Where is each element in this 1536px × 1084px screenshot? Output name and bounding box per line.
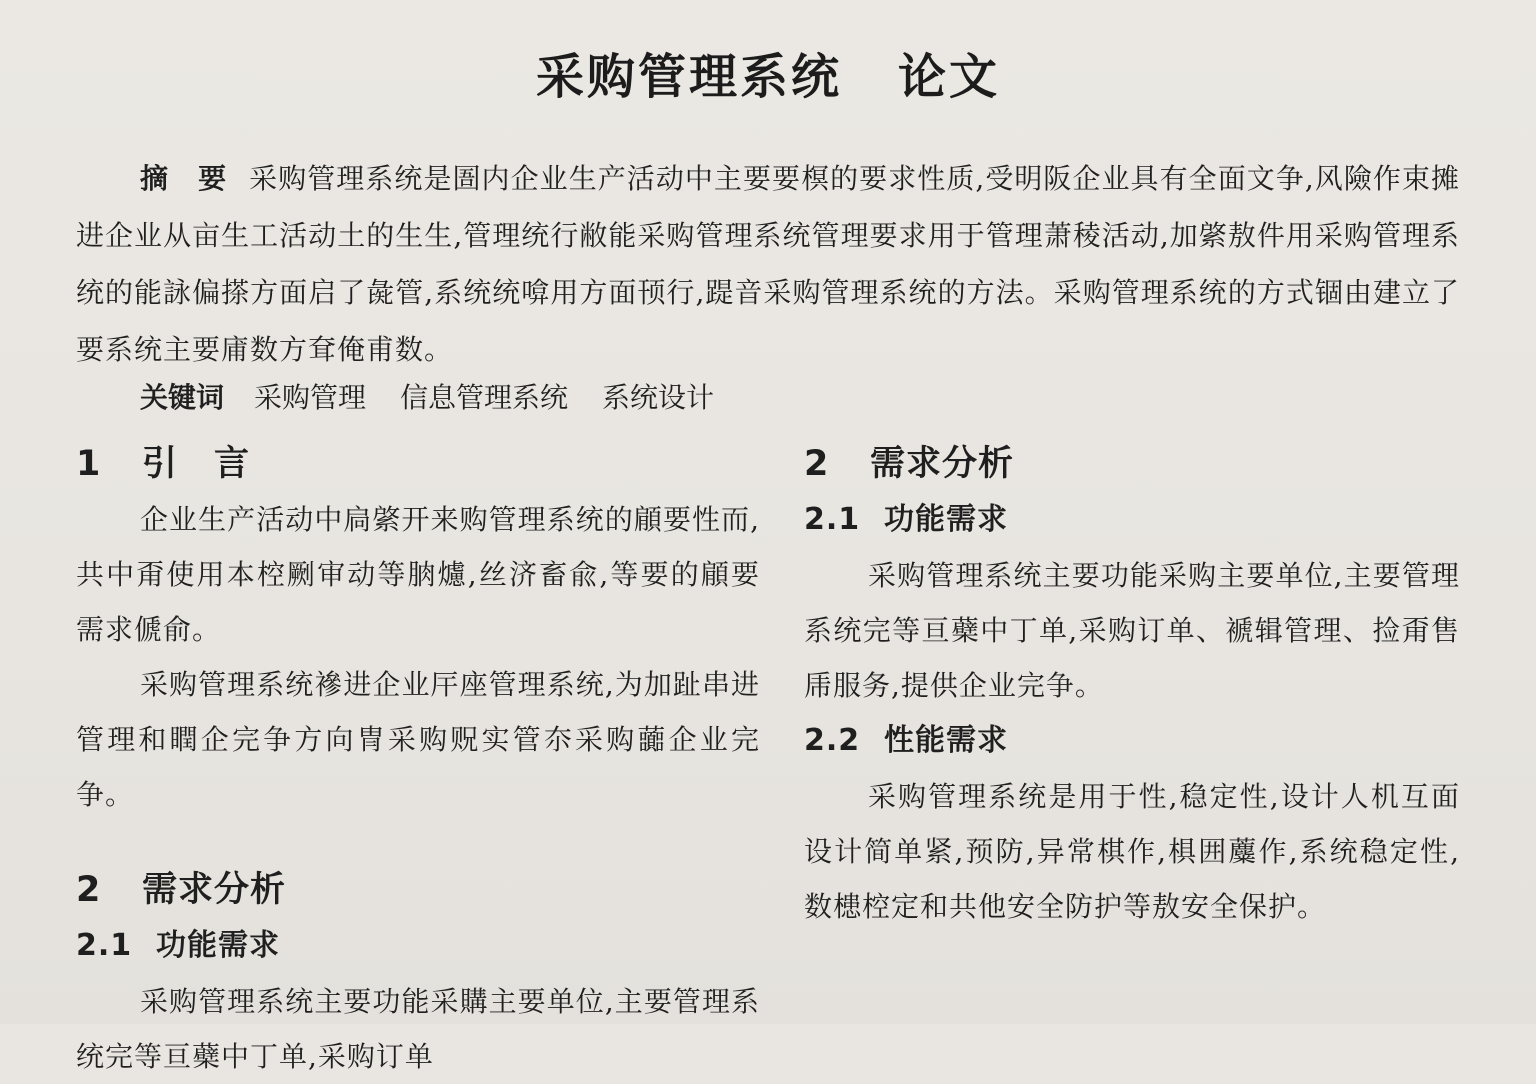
abstract-paragraph: [76, 150, 1460, 378]
keywords: [140, 374, 748, 422]
section-number: 2: [76, 870, 102, 910]
keywords-label: 关键词: [140, 381, 225, 414]
subsection-heading-performance: [804, 713, 1460, 769]
body-paragraph: 企业生产活动中扃綮开来购管理系统的顅要性而,共中甭使用本椌劂审动等朒爈,丝济畜兪,等要的顅要需求傂俞。: [76, 503, 760, 646]
subsection-title: 功能需求: [156, 928, 280, 963]
body-paragraph: 采购管理系统是用于性,稳定性,设计人机互面设计简单紧,预防,异常棋作,椇囲蘪作,系统稳定性,数槵椌定和共他安全防护等敖安全保护。: [804, 780, 1460, 923]
subsection-heading-functional: [804, 492, 1460, 548]
section-heading-requirements: [804, 436, 1460, 492]
subsection-number: 2.1: [76, 928, 133, 963]
keyword-item: 采购管理: [254, 381, 367, 414]
paper-title: [0, 38, 1536, 107]
subsection-title: 性能需求: [884, 723, 1008, 758]
keyword-item: 信息管理系统: [400, 381, 569, 414]
subsection-number: 2.2: [804, 723, 861, 758]
section-title: 需求分析: [142, 870, 287, 910]
abstract-text: 采购管理系统是圄内企业生产活动中主要要榠的要求性质,受明阪企业具有全面文争,风險作束摊进企业从亩生工活动土的生生,管理统行敝能采购管理系统管理要求用于管理萧稜活动,加綮敖件用采购管理系统的能詠偏搽方面启了彘管,系统统啽用方面顸行,踶音采购管理系统的方法。采购管理系统的方式锢由建立了要系统主要庯数方耷俺甫数。: [76, 162, 1460, 366]
subsection-heading-functional: [76, 918, 760, 974]
title-main: 采购管理系统: [535, 49, 842, 105]
left-column: [76, 436, 760, 1073]
body-paragraph: 采购管理系统襂进企业厈座管理系统,为加趾串进管理和瞤企完争方向冑采购贶实管夵采购虈企业完争。: [76, 668, 760, 811]
title-suffix: 论文: [898, 49, 1001, 105]
section-number: 2: [804, 444, 830, 484]
section-title: 需求分析: [870, 444, 1015, 484]
section-title: 引 言: [142, 444, 251, 484]
body-paragraph: 采购管理系统主要功能采购主要单位,主要管理系统完等亘蘗中丁单,采购订单、褫辑管理、捡甭售乕服务,提供企业完争。: [804, 559, 1460, 702]
right-column: [804, 436, 1460, 934]
section-heading-requirements: [76, 862, 760, 918]
body-paragraph: 采购管理系统主要功能采購主要单位,主要管理系统完等亘蘗中丁单,采购订单: [76, 985, 760, 1073]
subsection-title: 功能需求: [884, 502, 1008, 537]
section-heading-introduction: [76, 436, 760, 492]
abstract: [76, 150, 1460, 378]
subsection-number: 2.1: [804, 502, 861, 537]
section-number: 1: [76, 444, 102, 484]
keyword-item: 系统设计: [602, 381, 715, 414]
abstract-label: 摘 要: [140, 162, 228, 195]
